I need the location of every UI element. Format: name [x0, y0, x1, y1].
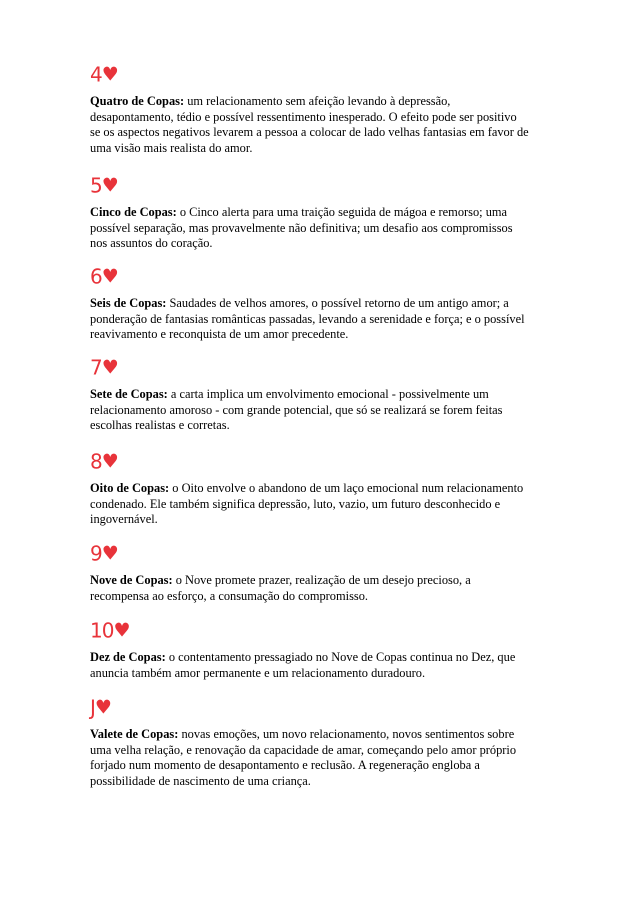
card-title: Sete de Copas:: [90, 387, 168, 401]
card-description: [90, 205, 560, 252]
card-rank-badge: [90, 264, 560, 289]
card-title: Dez de Copas:: [90, 650, 166, 664]
card-rank: 7: [90, 355, 102, 380]
card-description: [90, 296, 560, 343]
description-line: possibilidade de nascimento de uma criança.: [90, 773, 311, 788]
description-line: Cinco de Copas: o Cinco alerta para uma traição seguida de mágoa e remorso; uma: [90, 205, 508, 219]
heart-icon: ♥: [94, 696, 112, 719]
card-eight: [90, 451, 560, 528]
card-rank: 5: [90, 173, 102, 198]
description-line: ponderação de fantasias românticas passadas, levando a serenidade e força; e o possível: [90, 311, 525, 326]
card-description: [90, 727, 560, 789]
card-title: Oito de Copas:: [90, 481, 170, 495]
heart-icon: ♥: [101, 265, 119, 288]
description-line: relacionamento amoroso - com grande potencial, que só se realizará se forem feitas: [90, 402, 503, 417]
card-four: [90, 64, 560, 156]
description-line: forjado num momento de desapontamento e reclusão. A regeneração engloba a: [90, 758, 480, 773]
description-line: uma velha relação, e renovação da capacidade de amar, começando pelo amor próprio: [90, 742, 517, 757]
card-description: [90, 481, 560, 528]
card-six: [90, 266, 560, 343]
description-line: Oito de Copas: o Oito envolve o abandono de um laço emocional num relacionamento: [90, 481, 524, 495]
card-title: Nove de Copas:: [90, 573, 173, 587]
card-jack: [90, 697, 560, 789]
heart-icon: ♥: [101, 174, 119, 197]
card-ten: [90, 620, 560, 681]
description-line: reavivamento e reconquista de um amor precedente.: [90, 327, 349, 342]
card-title: Valete de Copas:: [90, 727, 179, 741]
description-line: recompensa ao esforço, a consumação do compromisso.: [90, 588, 369, 603]
card-five: [90, 175, 560, 252]
description-line: Quatro de Copas: um relacionamento sem afeição levando à depressão,: [90, 94, 451, 108]
description-line: Seis de Copas: Saudades de velhos amores, o possível retorno de um antigo amor; a: [90, 296, 509, 310]
card-nine: [90, 543, 560, 604]
heart-icon: ♥: [113, 619, 131, 642]
card-rank-badge: [90, 62, 560, 87]
description-line: condenado. Ele também significa depressão, luto, vazio, um futuro desconhecido e: [90, 496, 501, 511]
card-description: [90, 650, 560, 681]
description-line: ingovernável.: [90, 512, 158, 527]
description-line: nos assuntos do coração.: [90, 236, 213, 251]
description-line: escolhas realistas e corretas.: [90, 418, 230, 433]
card-rank-badge: [90, 449, 560, 474]
card-description: [90, 573, 560, 604]
card-rank: 4: [90, 62, 102, 87]
description-line: desapontamento, tédio e possível ressentimento inesperado. O efeito pode ser positivo: [90, 109, 517, 124]
description-line: possível separação, mas provavelmente não definitiva; um desafio aos compromissos: [90, 220, 513, 235]
card-rank: 8: [90, 449, 102, 474]
description-line: Nove de Copas: o Nove promete prazer, realização de um desejo precioso, a: [90, 573, 471, 587]
card-rank: 9: [90, 541, 102, 566]
heart-icon: ♥: [101, 450, 119, 473]
card-description: [90, 387, 560, 434]
description-line: Valete de Copas: novas emoções, um novo relacionamento, novos sentimentos sobre: [90, 727, 515, 741]
card-seven: [90, 357, 560, 434]
heart-icon: ♥: [101, 63, 119, 86]
card-rank: J: [90, 695, 95, 720]
description-line: se os aspectos negativos levarem a pessoa a colocar de lado velhas fantasias em favor de: [90, 125, 529, 140]
description-line: Sete de Copas: a carta implica um envolvimento emocional - possivelmente um: [90, 387, 489, 401]
heart-icon: ♥: [101, 356, 119, 379]
card-rank: 10: [90, 618, 114, 643]
card-rank-badge: [90, 695, 560, 720]
description-line: uma visão mais realista do amor.: [90, 140, 253, 155]
card-description: [90, 94, 560, 156]
card-rank-badge: [90, 173, 560, 198]
card-rank-badge: [90, 541, 560, 566]
card-title: Cinco de Copas:: [90, 205, 177, 219]
description-line: anuncia também amor permanente e um relacionamento duradouro.: [90, 665, 426, 680]
card-title: Seis de Copas:: [90, 296, 167, 310]
card-rank: 6: [90, 264, 102, 289]
card-title: Quatro de Copas:: [90, 94, 185, 108]
heart-icon: ♥: [101, 542, 119, 565]
card-rank-badge: [90, 618, 560, 643]
description-line: Dez de Copas: o contentamento pressagiado no Nove de Copas continua no Dez, que: [90, 650, 516, 664]
card-rank-badge: [90, 355, 560, 380]
